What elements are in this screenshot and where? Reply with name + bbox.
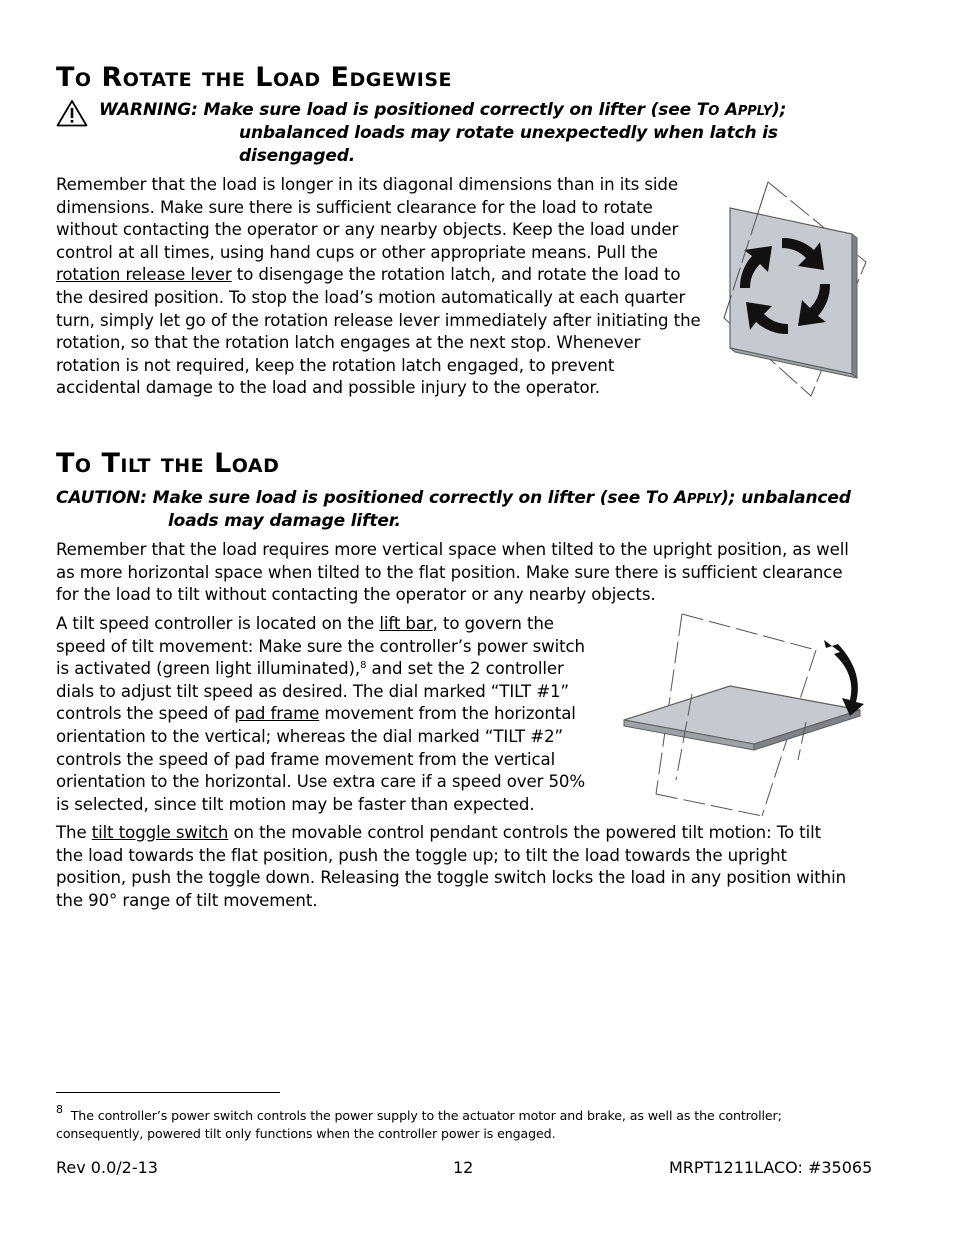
tilt-toggle-switch-term: tilt toggle switch [91,823,229,842]
warning-triangle-icon [56,99,88,127]
tilt-intro-paragraph: Remember that the load requires more vertical space when tilted to the upright position, as well as more horizontal space when tilted to the flat position. Make sure there is sufficient clearance for the load to tilt without contacting the operator or any nearby objects. [56,540,849,605]
rotate-load-illustration [716,178,868,400]
footnote-number: 8 [56,1103,63,1116]
lift-bar-term: lift bar [379,614,433,633]
section-title-rotate: TO ROTATE THE LOAD EDGEWISE [56,62,452,93]
footnote: $^8$ The controller’s power switch controls the power supply to the actuator motor and brake, as well as the controller; consequently, powered tilt only functions when the controller power is engaged. [56,1103,782,1141]
warning-line-3: disengaged. [239,146,356,166]
caution-line-1: CAUTION: Make sure load is positioned correctly on lifter (see TO APPLY); unbalanced [56,488,851,508]
footer-revision: Rev 0.0/2-13 [56,1158,158,1177]
caution-line-2: loads may damage lifter. [168,511,401,531]
rotate-paragraph: Remember that the load is longer in its diagonal dimensions than in its side dimensions. Make sure there is sufficient clearance for the load to rotate without contacting the operator or any nearby objects. Keep the load under control at all times, using hand cups or other appropriate means. Pull the rotation release lever to disengage the rotation latch, and rotate the load to the desired position. To stop the load’s motion automatically at each quarter turn, simply let go of the rotation release lever immediately after initiating the rotation, so that the rotation latch engages at the next stop. Whenever rotation is not required, keep the rotation latch engaged, to prevent accidental damage to the load and possible injury to the operator. [56,175,701,398]
footnote-reference: 8 [360,660,367,672]
footer-document-id: MRPT1211LACO: #35065 [669,1158,873,1177]
footnote-separator [56,1092,280,1093]
tilt-load-illustration [620,610,870,820]
warning-line-1: WARNING: Make sure load is positioned correctly on lifter (see TO APPLY); [99,100,787,120]
tilt-controller-paragraph: A tilt speed controller is located on the lift bar, to govern the speed of tilt movement: Make sure the controller’s power switch is activated (green light illuminated),$^8$ and set the 2 controller dials to adjust tilt speed as desired. The dial marked “TILT #1” controls the speed of pad frame movement from the horizontal orientation to the vertical; whereas the dial marked “TILT #2” controls the speed of pad frame movement from the vertical orientation to the horizontal. Use extra care if a speed over 50% is selected, since tilt motion may be faster than expected. [56,614,586,814]
footer-page-number: 12 [453,1158,474,1177]
warning-line-2: unbalanced loads may rotate unexpectedly when latch is [239,123,778,143]
section-title-tilt: TO TILT THE LOAD [56,448,280,479]
tilt-toggle-paragraph: The tilt toggle switch on the movable control pendant controls the powered tilt motion: To tilt the load towards the flat position, push the toggle up; to tilt the load towards the upright position, push the toggle down. Releasing the toggle switch locks the load in any position within the 90° range of tilt movement. [56,823,847,910]
rotation-release-lever-term: rotation release lever [56,265,232,285]
pad-frame-term: pad frame [234,704,320,724]
